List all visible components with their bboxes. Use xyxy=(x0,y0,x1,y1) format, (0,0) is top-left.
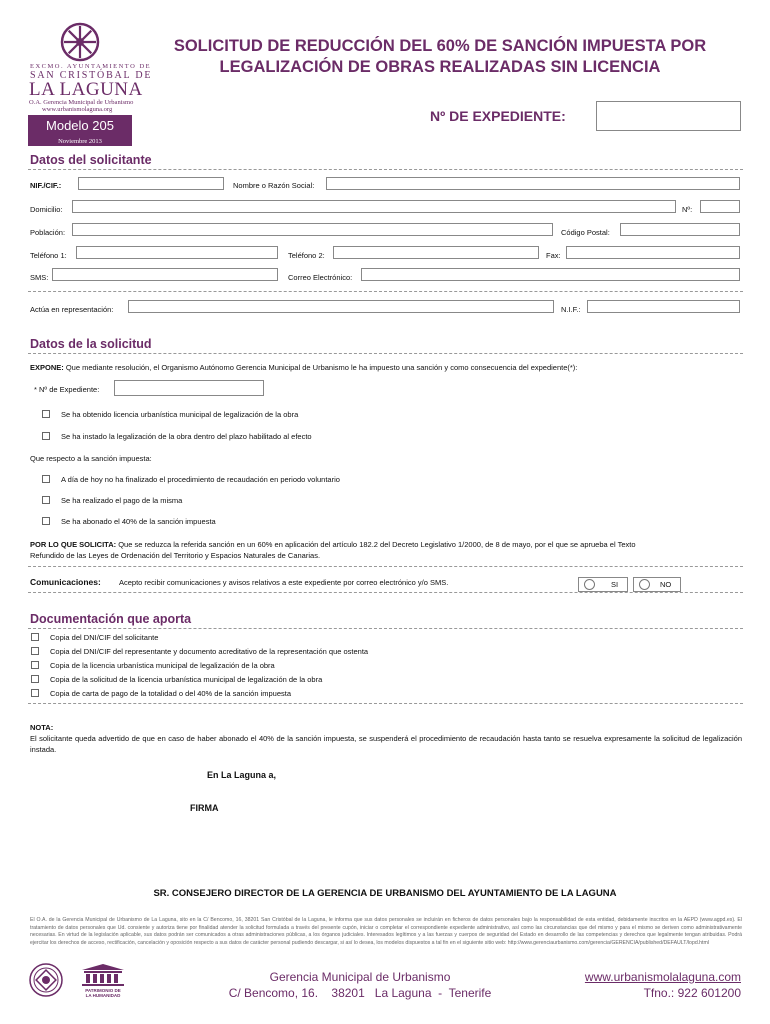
numero-label: Nº: xyxy=(682,205,693,214)
opt2-checkbox[interactable] xyxy=(42,432,50,440)
world-heritage-icon xyxy=(28,962,64,998)
excmo-text: EXCMO. AYUNTAMIENTO DE xyxy=(30,63,152,70)
city-line: SAN CRISTÓBAL DE xyxy=(30,70,153,81)
section-solicitud-heading: Datos de la solicitud xyxy=(30,337,152,351)
no-label: NO xyxy=(660,580,672,589)
cp-field[interactable] xyxy=(620,223,740,236)
si-label: SI xyxy=(611,580,619,589)
poblacion-label: Población: xyxy=(30,228,66,237)
nif2-field[interactable] xyxy=(587,300,740,313)
footer-gerencia: Gerencia Municipal de Urbanismo xyxy=(269,970,451,984)
nota-block xyxy=(30,722,742,755)
unesco-caption xyxy=(78,988,128,998)
destinatario: SR. CONSEJERO DIRECTOR DE LA GERENCIA DE URBANISMO DEL AYUNTAMIENTO DE LA LAGUNA xyxy=(153,888,617,899)
no-option[interactable] xyxy=(633,577,681,592)
nombre-field[interactable] xyxy=(326,177,740,190)
doc4-checkbox[interactable] xyxy=(31,675,39,683)
divider xyxy=(28,592,743,593)
org-name: O.A. Gerencia Municipal de Urbanismo xyxy=(29,99,134,106)
divider xyxy=(28,353,743,354)
solicita-text xyxy=(30,539,742,561)
doc-item: Copia del DNI/CIF del solicitante xyxy=(50,633,159,642)
expediente2-field[interactable] xyxy=(114,380,264,396)
section-solicitante-heading: Datos del solicitante xyxy=(30,153,152,167)
title-line-1: SOLICITUD DE REDUCCIÓN DEL 60% DE SANCIÓN IMPUESTA POR xyxy=(173,37,707,55)
fax-label: Fax: xyxy=(546,251,561,260)
doc-item: Copia del DNI/CIF del representante y documento acreditativo de la representación que ostenta xyxy=(50,647,369,656)
firma-label: FIRMA xyxy=(190,803,219,813)
city-name: LA LAGUNA xyxy=(29,79,143,100)
numero-field[interactable] xyxy=(700,200,740,213)
doc-item: Copia de carta de pago de la totalidad o del 40% de la sanción impuesta xyxy=(50,689,291,698)
nota-title: NOTA: xyxy=(30,723,54,732)
divider xyxy=(28,703,743,704)
opt5-label: Se ha abonado el 40% de la sanción impuesta xyxy=(61,517,216,526)
opt5-checkbox[interactable] xyxy=(42,517,50,525)
opt2-label: Se ha instado la legalización de la obra dentro del plazo habilitado al efecto xyxy=(61,432,312,441)
opt4-label: Se ha realizado el pago de la misma xyxy=(61,496,183,505)
nombre-label: Nombre o Razón Social: xyxy=(233,181,315,190)
org-web: www.urbanismolaguna.org xyxy=(42,106,113,113)
email-label: Correo Electrónico: xyxy=(288,273,353,282)
fax-field[interactable] xyxy=(566,246,740,259)
footer-right xyxy=(560,969,741,1001)
respecto-text: Que respecto a la sanción impuesta: xyxy=(30,454,152,463)
divider xyxy=(28,169,743,170)
doc1-checkbox[interactable] xyxy=(31,633,39,641)
poblacion-field[interactable] xyxy=(72,223,553,236)
opt3-label: A día de hoy no ha finalizado el procedimiento de recaudación en periodo voluntario xyxy=(61,475,340,484)
comunicaciones-text: Acepto recibir comunicaciones y avisos relativos a este expediente por correo electrónico y/o SMS. xyxy=(119,578,449,587)
solicita-body-2: Refundido de las Leyes de Ordenación del Territorio y Espacios Naturales de Canarias. xyxy=(30,551,321,560)
sms-field[interactable] xyxy=(52,268,278,281)
footer-center xyxy=(150,969,570,1001)
unesco-caption-2: LA HUMANIDAD xyxy=(85,993,121,998)
modelo-badge: Modelo 205 xyxy=(28,115,132,137)
si-radio[interactable] xyxy=(584,579,595,590)
legal-text: El O.A. de la Gerencia Municipal de Urbanismo de La Laguna, sito en la C/ Bencomo, 16, 38201 San Cristóbal de la Laguna, le informa que sus datos personales se incluirán en ficheros de datos personales bajo la responsabilidad de esta entidad, debidamente inscritos en la AEPD (www.agpd.es). El tratamiento de datos personales que Ud. consiente y autoriza tiene por finalidad atender la solicitud formulada a través del presente cupón, iniciar o completar el correspondiente expediente administrativo, así como las circunstancias que del mismo y para el mismo se deriven como administrativamente necesarias. En virtud de la legislación aplicable, sus datos podrán ser comunicados a otras administraciones públicas, a los órganos judiciales. Interesados legítimos y a las fuerzas y cuerpos de seguridad del Estado en desarrollo de las competencias y derechos que legalmente tengan atribuidas. Podrá ejercitar los derechos de acceso, rectificación, cancelación y oposición respecto a sus datos de carácter personal pudiendo descargar, si así lo desea, los modelos dispuestos a tal fin en el siguiente sitio web: http://www.gerenciaurbanismo.com/gerencia/GERENCIA/published/DEFAULT/lopd.html xyxy=(30,917,742,946)
tel1-label: Teléfono 1: xyxy=(30,251,67,260)
divider xyxy=(28,566,743,567)
tel2-field[interactable] xyxy=(333,246,539,259)
unesco-icon xyxy=(80,963,126,987)
expediente2-label: * Nº de Expediente: xyxy=(34,385,100,394)
doc-item: Copia de la licencia urbanística municipal de legalización de la obra xyxy=(50,661,275,670)
nif2-label: N.I.F.: xyxy=(561,305,581,314)
doc3-checkbox[interactable] xyxy=(31,661,39,669)
section-documentacion-heading: Documentación que aporta xyxy=(30,612,192,626)
solicita-bold: POR LO QUE SOLICITA: xyxy=(30,540,117,549)
opt3-checkbox[interactable] xyxy=(42,475,50,483)
representacion-field[interactable] xyxy=(128,300,554,313)
representacion-label: Actúa en representación: xyxy=(30,305,114,314)
expone-text xyxy=(30,362,742,373)
solicita-body-1: Que se reduzca la referida sanción en un 60% en aplicación del artículo 182.2 del Decreto Legislativo 1/2000, de 8 de mayo, por el que se aprueba el Texto xyxy=(116,540,636,549)
title-line-2: LEGALIZACIÓN DE OBRAS REALIZADAS SIN LICENCIA xyxy=(219,58,661,76)
modelo-fecha: Noviembre 2013 xyxy=(28,137,132,146)
sms-label: SMS: xyxy=(30,273,49,282)
tel1-field[interactable] xyxy=(76,246,278,259)
divider xyxy=(28,628,743,629)
email-field[interactable] xyxy=(361,268,740,281)
domicilio-label: Domicilio: xyxy=(30,205,63,214)
nota-text: El solicitante queda advertido de que en caso de haber abonado el 40% de la sanción impuesta, se suspenderá el procedimiento de recaudación hasta tanto se resuelva expresamente la solicitud de legalización instada. xyxy=(30,734,742,754)
ayuntamiento-logo-icon xyxy=(57,22,103,62)
unesco-caption-1: PATRIMONIO DE xyxy=(85,988,121,993)
opt1-label: Se ha obtenido licencia urbanística municipal de legalización de la obra xyxy=(61,410,299,419)
footer-address: C/ Bencomo, 16. 38201 La Laguna - Tenerife xyxy=(228,986,492,1000)
doc2-checkbox[interactable] xyxy=(31,647,39,655)
footer-tfno: Tfno.: 922 601200 xyxy=(643,986,741,1000)
opt1-checkbox[interactable] xyxy=(42,410,50,418)
domicilio-field[interactable] xyxy=(72,200,676,213)
expone-body: Que mediante resolución, el Organismo Autónomo Gerencia Municipal de Urbanismo le ha impuesto una sanción y como consecuencia del expediente(*): xyxy=(63,363,578,372)
expone-bold: EXPONE: xyxy=(30,363,64,372)
nif-field[interactable] xyxy=(78,177,224,190)
opt4-checkbox[interactable] xyxy=(42,496,50,504)
nif-label: NIF./CIF.: xyxy=(30,181,62,190)
page-title xyxy=(140,36,740,78)
doc5-checkbox[interactable] xyxy=(31,689,39,697)
comunicaciones-label: Comunicaciones: xyxy=(30,577,101,587)
expediente-field[interactable] xyxy=(596,101,741,131)
si-option[interactable] xyxy=(578,577,628,592)
lugar-fecha: En La Laguna a, xyxy=(207,770,277,780)
expediente-label: Nº DE EXPEDIENTE: xyxy=(430,108,566,124)
doc-item: Copia de la solicitud de la licencia urbanística municipal de legalización de la obra xyxy=(50,675,323,684)
tel2-label: Teléfono 2: xyxy=(288,251,325,260)
footer-web-link[interactable]: www.urbanismolalaguna.com xyxy=(584,970,741,984)
cp-label: Código Postal: xyxy=(561,228,610,237)
no-radio[interactable] xyxy=(639,579,650,590)
divider xyxy=(28,291,743,292)
